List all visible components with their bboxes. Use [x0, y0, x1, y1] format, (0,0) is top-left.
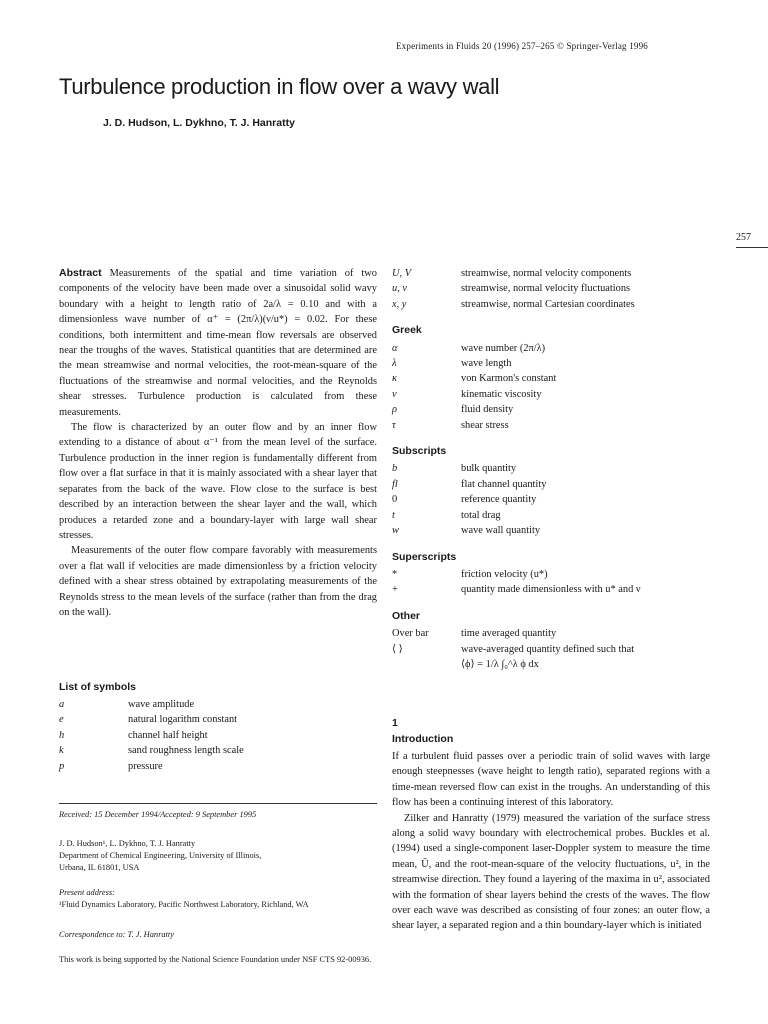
- symbol-row: [392, 567, 722, 582]
- introduction-heading: Introduction: [392, 733, 454, 745]
- symbol-row: [392, 297, 722, 312]
- symbol-description: flat channel quantity: [461, 478, 547, 490]
- symbol-row: [392, 477, 722, 492]
- abstract-paragraph-1: [59, 266, 377, 420]
- symbol-row: [392, 341, 722, 356]
- symbol: fl: [392, 478, 398, 490]
- symbol: Over bar: [392, 628, 429, 640]
- symbol-row: [392, 266, 722, 281]
- symbol: w: [392, 525, 399, 537]
- symbol: e: [59, 714, 64, 726]
- symbol: ν: [392, 388, 397, 400]
- list-of-symbols-heading: List of symbols: [59, 681, 137, 693]
- introduction-body: [392, 749, 710, 934]
- symbol: p: [59, 760, 65, 772]
- abstract-label: Abstract: [59, 267, 102, 279]
- other-heading: Other: [392, 609, 421, 622]
- section-number: 1: [392, 717, 398, 729]
- symbol: b: [392, 463, 398, 475]
- symbol-description: von Karmon's constant: [461, 373, 557, 385]
- author-list: J. D. Hudson, L. Dykhno, T. J. Hanratty: [103, 117, 295, 129]
- symbol: u, v: [392, 283, 408, 295]
- page-number: 257: [736, 232, 751, 243]
- symbol: h: [59, 729, 65, 741]
- wave-average-formula: ⟨ϕ⟩ = 1/λ ∫₀^λ ϕ dx: [461, 658, 539, 670]
- greek-heading: Greek: [392, 324, 422, 337]
- symbol-description: channel half height: [128, 729, 208, 741]
- abstract-paragraph-2: The flow is characterized by an outer flow and by an inner flow extending to a distance of about α⁻¹ from the mean level of the surface. Turbulence production in the inner region is fundamentally different from flow over a flat surface in that it is mainly associated with a shear layer that separates from the back of the wave. Flow close to the surface is best described by an interaction between the shear layer and the wall, which produces a retarded zone and a boundary-layer with large wall shear stresses.: [59, 422, 377, 541]
- symbol-description: bulk quantity: [461, 463, 517, 475]
- symbol-row: [392, 402, 722, 417]
- received-dates: Received: 15 December 1994/Accepted: 9 September 1995: [59, 810, 257, 819]
- funding-note: This work is being supported by the National Science Foundation under NSF CTS 92-00936.: [59, 955, 372, 964]
- symbol: τ: [392, 419, 396, 431]
- footnote-divider: [59, 803, 377, 804]
- symbol-row: [392, 626, 722, 641]
- symbol-row: [392, 492, 722, 507]
- symbol-row: [392, 582, 722, 597]
- symbol-description: wave-averaged quantity defined such that: [461, 643, 635, 655]
- symbol: κ: [392, 373, 397, 385]
- nomenclature-section: [392, 266, 722, 672]
- symbol: ρ: [392, 404, 397, 416]
- symbol-row: [392, 508, 722, 523]
- symbol: +: [392, 584, 398, 596]
- symbol-description: natural logarithm constant: [128, 714, 238, 726]
- introduction-paragraph-2: Zilker and Hanratty (1979) measured the variation of the surface stress along a solid wavy boundary with electrochemical probes. Buckles et al. (1994) used a single-component laser-Doppler system to measure the time mean, Ū, and the root-mean-square of the velocity fluctuations, u², in the streamwise direction. They found a layering of the maxima in u², associated with the formation of shear layers behind the crests of the waves. The flow over each wave was described as consisting of four zones: an outer flow, a shear layer, a separated region and a thin boundary-layer which is initiated: [392, 812, 710, 932]
- symbol-description: wave number (2π/λ): [461, 342, 546, 354]
- symbol-description: time averaged quantity: [461, 628, 557, 640]
- present-address: [59, 887, 379, 911]
- symbol-description: reference quantity: [461, 494, 537, 506]
- abstract-paragraph-3: Measurements of the outer flow compare favorably with measurements over a flat wall if velocities are made dimensionless by a friction velocity defined with a shear stress obtained by extrapolating measurements of the Reynolds stress to the mean levels of the surface (rather than from the drag on the wall).: [59, 545, 377, 618]
- symbol-row: [392, 418, 722, 433]
- symbol: k: [59, 745, 64, 757]
- symbol-row: [59, 743, 244, 758]
- symbol-row: [392, 642, 722, 657]
- symbol-row: [392, 461, 722, 476]
- symbol-row: [392, 356, 722, 371]
- journal-citation: Experiments in Fluids 20 (1996) 257–265 © Springer-Verlag 1996: [395, 41, 648, 51]
- symbol-description: shear stress: [461, 419, 509, 431]
- symbol-row: [59, 759, 244, 774]
- subscripts-heading: Subscripts: [392, 445, 447, 458]
- abstract-text-1: Measurements of the spatial and time variation of two components of the velocity have been made over a sinusoidal solid wavy boundary with a height to length ratio of 2a/λ = 0.10 and with a dimensionless wave number of α⁺ = (2π/λ)(ν/u*) = 0.02. For these conditions, both intermittent and time-mean flow reversals are observed near the troughs of the waves. Statistical quantities that are determined are the mean streamwise and normal velocities, the root-mean-square of the fluctuations of the streamwise and normal velocities, and the Reynolds shear stresses. Turbulence production is calculated from these measurements.: [59, 268, 377, 418]
- symbol: *: [392, 568, 398, 580]
- symbol: λ: [392, 358, 397, 370]
- symbol-row: [59, 712, 244, 727]
- paper-title: Turbulence production in flow over a wavy wall: [59, 74, 500, 99]
- symbol-row: [59, 697, 244, 712]
- symbol-description: friction velocity (u*): [461, 568, 548, 580]
- symbols-list: [59, 697, 244, 774]
- symbol: 0: [392, 494, 398, 506]
- abstract-section: [59, 266, 377, 620]
- symbol: α: [392, 342, 398, 354]
- symbol-description: wave length: [461, 358, 512, 370]
- symbol-row: [392, 387, 722, 402]
- correspondence: Correspondence to: T. J. Hanratty: [59, 930, 174, 939]
- introduction-paragraph-1: If a turbulent fluid passes over a periodic train of solid waves with large enough steepnesses (wave height to length ratio), separated regions with a time-mean reversed flow can exist in the troughs. An understanding of this flow has been a continuing interest of this laboratory.: [392, 751, 710, 809]
- affiliation-city: Urbana, IL 61801, USA: [59, 863, 140, 872]
- symbol-description: kinematic viscosity: [461, 388, 542, 400]
- symbol-description: wave amplitude: [128, 699, 195, 710]
- symbol-row: [392, 371, 722, 386]
- symbol-row: [59, 728, 244, 743]
- symbol-description: sand roughness length scale: [128, 745, 244, 757]
- symbol-row: [392, 523, 722, 538]
- author-affiliation: [59, 838, 379, 874]
- symbol: x, y: [392, 298, 407, 310]
- symbol-description: streamwise, normal Cartesian coordinates: [461, 298, 635, 310]
- symbol-row: [392, 281, 722, 296]
- symbol: ⟨ ⟩: [392, 643, 403, 655]
- symbol-description: quantity made dimensionless with u* and ν: [461, 584, 641, 596]
- affiliation-names: J. D. Hudson¹, L. Dykhno, T. J. Hanratty: [59, 839, 196, 848]
- affiliation-department: Department of Chemical Engineering, University of Illinois,: [59, 851, 262, 860]
- symbol-description: total drag: [461, 509, 501, 521]
- symbol: U, V: [392, 268, 412, 279]
- symbol-description: fluid density: [461, 404, 514, 416]
- symbol-description: streamwise, normal velocity components: [461, 268, 632, 279]
- symbol-description: streamwise, normal velocity fluctuations: [461, 283, 631, 295]
- superscripts-heading: Superscripts: [392, 550, 457, 563]
- symbol: a: [59, 699, 65, 710]
- symbol: t: [392, 509, 395, 521]
- present-address-text: ¹Fluid Dynamics Laboratory, Pacific Northwest Laboratory, Richland, WA: [59, 900, 309, 909]
- symbol-description: wave wall quantity: [461, 525, 541, 537]
- present-address-label: Present address:: [59, 888, 115, 897]
- symbol-description: pressure: [128, 760, 163, 772]
- page-number-rule: [736, 247, 768, 248]
